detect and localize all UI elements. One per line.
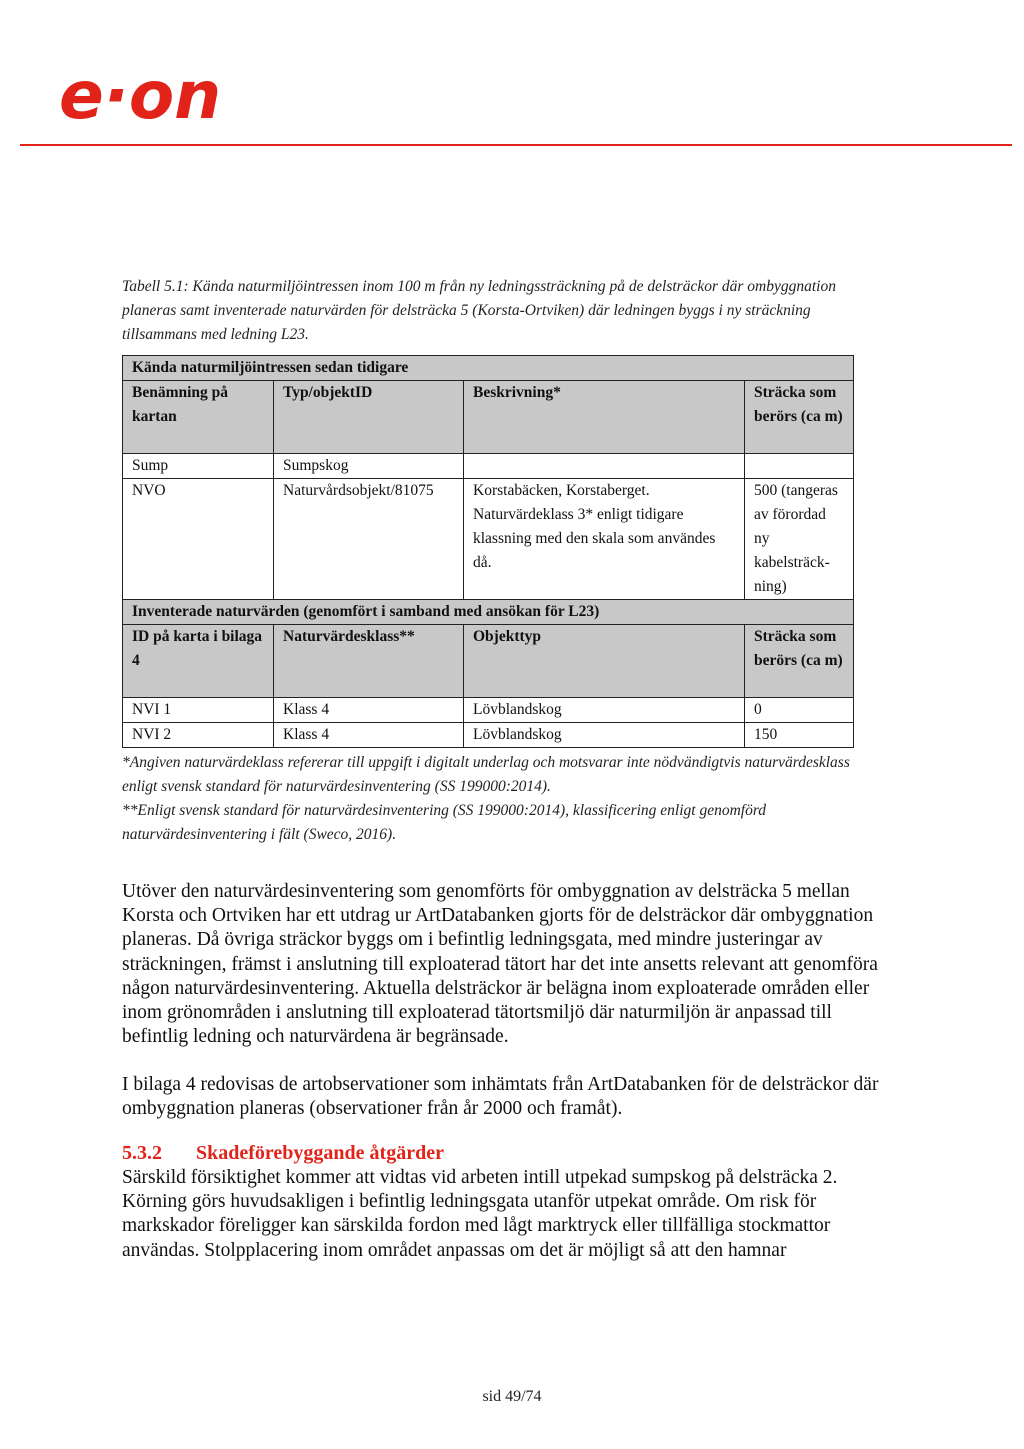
body-paragraph: Utöver den naturvärdesinventering som genomförts för ombyggnation av delsträcka 5 mellan Korsta och Ortviken har ett utdrag ur ArtDatabanken gjorts för de delsträckor där ombyggnation planeras. Då övriga sträckor byggs om i befintlig ledningsgata, med mindre justeringar av sträckningen, främst i anslutning till exploaterad tätort har det inte ansetts relevant att genomföra någon naturvärdesinventering. Aktuella delsträckor är belägna inom exploaterade områden eller inom grönområden i anslutning till exploaterad tätortsmiljö där naturmiljön är anpassad till befintlig ledning och naturvärdena är begränsade. bbox=[122, 881, 878, 1048]
table-cell: 150 bbox=[745, 723, 854, 748]
table-cell: Lövblandskog bbox=[464, 723, 745, 748]
column-header: Typ/objektID bbox=[274, 381, 464, 454]
table-row bbox=[123, 454, 854, 479]
section-header-row bbox=[123, 356, 854, 381]
body-paragraph: Särskild försiktighet kommer att vidtas vid arbeten intill utpekad sumpskog på delsträcka 2. Körning görs huvudsakligen i befintlig ledningsgata utanför utpekat område. Om risk för markskador föreligger kan särskilda fordon med lågt marktryck eller tillfälliga stockmattor användas. Stolpplacering inom området anpassas om det är möjligt så att den hamnar bbox=[122, 1167, 838, 1261]
column-header: Sträcka som berörs (ca m) bbox=[745, 381, 854, 454]
table-footnotes bbox=[122, 751, 862, 847]
table-row bbox=[123, 479, 854, 600]
footnote: *Angiven naturvärdeklass refererar till uppgift i digitalt underlag och motsvarar inte nödvändigtvis naturvärdesklass enligt svensk standard för naturvärdesinventering (SS 199000:2014). bbox=[122, 754, 850, 795]
table-cell: Korstabäcken, Korstaberget. Naturvärdeklass 3* enligt tidigare klassning med den skala som användes då. bbox=[464, 479, 745, 600]
table-cell bbox=[464, 454, 745, 479]
section1-title: Kända naturmiljöintressen sedan tidigare bbox=[123, 356, 854, 381]
column-header: Beskrivning* bbox=[464, 381, 745, 454]
footnote: **Enligt svensk standard för naturvärdesinventering (SS 199000:2014), klassificering enligt genomförd naturvärdesinventering i fält (Sweco, 2016). bbox=[122, 802, 767, 843]
table-cell: Sump bbox=[123, 454, 274, 479]
table-cell: Sumpskog bbox=[274, 454, 464, 479]
table-cell: NVO bbox=[123, 479, 274, 600]
table-cell: Klass 4 bbox=[274, 723, 464, 748]
column-header-row bbox=[123, 381, 854, 454]
header-divider bbox=[20, 144, 1012, 146]
eon-logo bbox=[57, 62, 257, 132]
column-header: Naturvärdesklass** bbox=[274, 625, 464, 698]
table-cell: 500 (tangeras av förordad ny kabelsträck-ning) bbox=[745, 479, 854, 600]
table-cell: NVI 1 bbox=[123, 698, 274, 723]
table-cell: Lövblandskog bbox=[464, 698, 745, 723]
table-cell: 0 bbox=[745, 698, 854, 723]
section-heading bbox=[122, 1142, 444, 1165]
column-header-row bbox=[123, 625, 854, 698]
table-row bbox=[123, 723, 854, 748]
section-header-row bbox=[123, 600, 854, 625]
page-number: sid 49/74 bbox=[482, 1388, 542, 1405]
table-cell: Naturvårdsobjekt/81075 bbox=[274, 479, 464, 600]
table-cell: Klass 4 bbox=[274, 698, 464, 723]
section2-title: Inventerade naturvärden (genomfört i samband med ansökan för L23) bbox=[123, 600, 854, 625]
logo-text: e·on bbox=[59, 62, 222, 132]
table-cell bbox=[745, 454, 854, 479]
table-caption: Tabell 5.1: Kända naturmiljöintressen inom 100 m från ny ledningssträckning på de delsträckor där ombyggnation planeras samt inventerade naturvärden för delsträcka 5 (Korsta-Ortviken) där ledningen byggs i ny sträckning tillsammans med ledning L23. bbox=[122, 278, 836, 343]
table-row bbox=[123, 698, 854, 723]
body-paragraph: I bilaga 4 redovisas de artobservationer som inhämtats från ArtDatabanken för de delsträckor där ombyggnation planeras (observationer från år 2000 och framåt). bbox=[122, 1074, 879, 1120]
column-header: Sträcka som berörs (ca m) bbox=[745, 625, 854, 698]
nature-interests-table bbox=[122, 355, 854, 748]
column-header: Benämning på kartan bbox=[123, 381, 274, 454]
section-number: 5.3.2 bbox=[122, 1142, 162, 1164]
section-title: Skadeförebyggande åtgärder bbox=[196, 1142, 444, 1164]
table-cell: NVI 2 bbox=[123, 723, 274, 748]
column-header: Objekttyp bbox=[464, 625, 745, 698]
column-header: ID på karta i bilaga 4 bbox=[123, 625, 274, 698]
